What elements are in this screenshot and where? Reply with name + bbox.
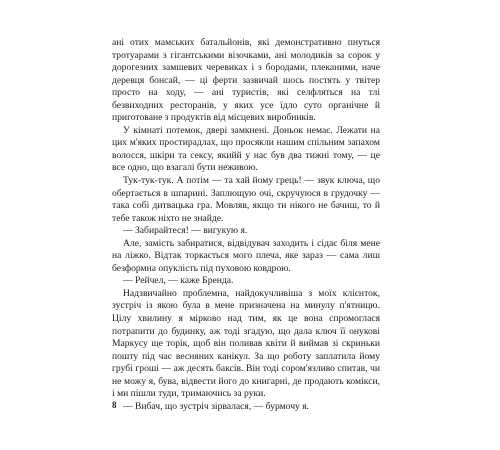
page-number: 8 [112,400,117,410]
paragraph-3: Тук-тук-тук. А потім — та хай йому грець! — звук ключа, що обертається в шпарині. Заплющую очі, скручуюся в грудочку — така собі дитвацька гра. Мовляв, якщо ти нікого не бачиш, то й тебе також ніхто не знайде. [112,175,380,224]
paragraph-1: ані отих мамських батальйонів, які демонстративно пнуться тротуарами з гігантськими візочками, ані молодиків за сорок у дорогезних замшевих черевиках і з бородами, плеканими, наче деревця бонсай, — ці ферти зазвичай шось постять у твітер просто на ходу, — ані туристів, які селфляться на тлі безвиходних ресторанів, у яких усе їдло суто органічне й приготоване з продуктів від місцевих виробників. [112,37,380,124]
page-body-text [112,37,380,413]
paragraph-6: — Рейчел, — каже Бренда. [123,275,234,287]
paragraph-2: У кімнаті потемок, двері замкнені. Доньок немає. Лежати на цих м'яких простирадлах, що просякли нашим спільним запахом волосся, шкіри та сексу, якийй у нас був два тижні тому, — це все одно, що взагалі бути неживою. [112,124,380,174]
paragraph-8: — Вибач, що зустріч зірвалася, — бурмочу я. [123,400,310,412]
paragraph-7: Надзвичайно проблемна, найдокучливіша з моїх клієнток, зустріч із якою була в мене призначена на минулу п'ятницю. Цілу хвилину я мірково над тим, як це вона спромоглася потрапити до будинку, аж тоді згадую, що дала ключ її онукові Маркусу ще торік, щоб він поливав квіти й виймав зі скриньки пошту під час весняних канікул. За що роботу заплатила йому грубі гроші — аж десять баксів. Він тоді сором'язливо спитав, чи не можу я, бува, відвести його до книгарні, де продають комікси, і ми пішли туди, тримаючись за руки. [112,287,380,400]
paragraph-5: Але, замість забиратися, відвідувач заходить і сідає біля мене на ліжко. Відтак торкається мого плеча, яке зараз — сама лиш безформна опуклість під пуховою ковдрою. [112,237,380,274]
paragraph-4: — Забирайтеся! — вигукую я. [123,225,248,237]
